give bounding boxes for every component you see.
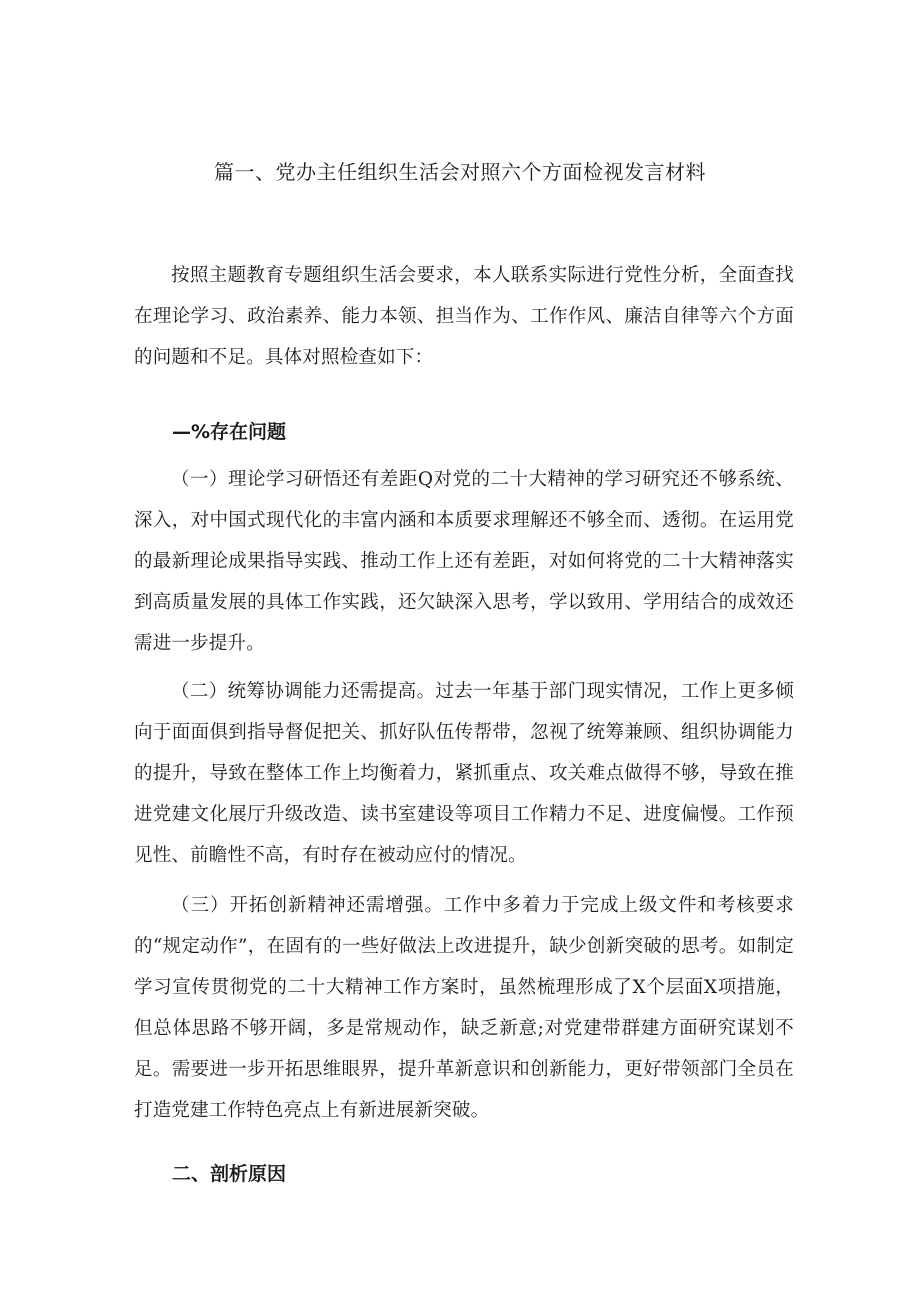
section-heading-issues: —%存在问题 [172, 421, 287, 443]
intro-paragraph: 按照主题教育专题组织生活会要求，本人联系实际进行党性分析，全面查找在理论学习、政治素养、能力本领、担当作为、工作作风、廉洁自律等六个方面的问题和不足。具体对照检查如下： [134, 265, 794, 368]
section-heading-causes: 二、剖析原因 [172, 1163, 287, 1185]
paragraph-innovation: （三）开拓创新精神还需增强。工作中多着力于完成上级文件和考核要求的“规定动作”，在固有的一些好做法上改进提升，缺少创新突破的思考。如制定学习宣传贯彻党的二十大精神工作方案时，虽然梳理形成了X个层面X项措施，但总体思路不够开阔，多是常规动作，缺乏新意;对党建带群建方面研究谋划不足。需要进一步开拓思维眼界，提升革新意识和创新能力，更好带领部门全员在打造党建工作特色亮点上有新进展新突破。 [134, 895, 794, 1121]
document-title: 篇一、党办主任组织生活会对照六个方面检视发言材料 [214, 160, 706, 184]
paragraph-theory-study: （一）理论学习研悟还有差距Q对党的二十大精神的学习研究还不够系统、深入，对中国式现代化的丰富内涵和本质要求理解还不够全而、透彻。在运用党的最新理论成果指导实践、推动工作上还有差距，对如何将党的二十大精神落实到高质量发展的具体工作实践，还欠缺深入思考，学以致用、学用结合的成效还需进一步提升。 [134, 469, 794, 654]
paragraph-coordination: （二）统筹协调能力还需提高。过去一年基于部门现实情况，工作上更多倾向于面面俱到指导督促把关、抓好队伍传帮带，忽视了统筹兼顾、组织协调能力的提升，导致在整体工作上均衡着力，紧抓重点、攻关难点做得不够，导致在推进党建文化展厅升级改造、读书室建设等项目工作精力不足、进度偏慢。工作预见性、前瞻性不高，有时存在被动应付的情况。 [134, 681, 794, 866]
